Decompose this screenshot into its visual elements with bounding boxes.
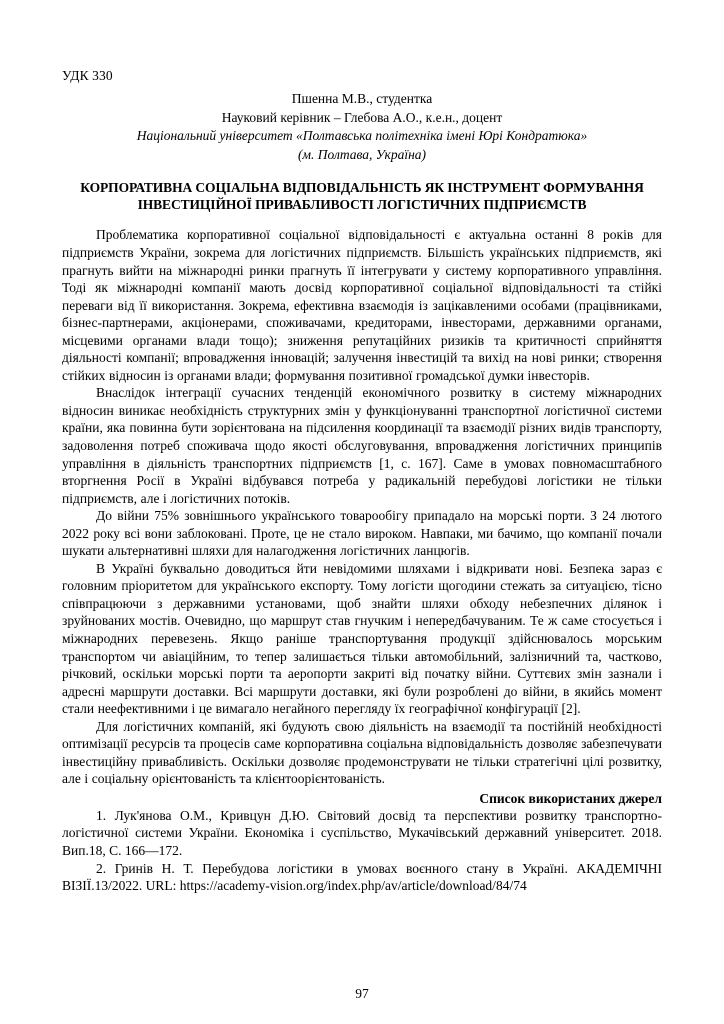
author-block bbox=[62, 90, 662, 165]
paragraph-4: В Україні буквально доводиться йти невідомими шляхами і відкривати нові. Безпека зараз є головним пріоритетом для українського експорту. Тому логісти щогодини стежать за ситуацією, тісно співпрацюючи з державними установами, щоб знайти шляхи обходу небезпечних ділянок і зруйнованих мостів. Очевидно, що маршрут став гнучким і непередбачуваним. Те ж саме стосується і міжнародних перевезень. Якщо раніше транспортування продукції здійснювалось морським транспортом чи авіаційним, то тепер залишається тільки автомобільний, залізничний та, частково, річковий, оскільки морські порти та аеропорти закриті від початку війни. Суттєвих змін зазнали і адресні маршрути доставки. Всі маршрути доставки, які були розроблені до війни, в якийсь момент стали неефективними і це вимагало негайного перегляду їх географічної конфігурації [2]. bbox=[62, 560, 662, 717]
institution-name: Національний університет «Полтавська політехніка імені Юрі Кондратюка» bbox=[136, 128, 588, 144]
paragraph-5: Для логістичних компаній, які будують свою діяльність на взаємодії та постійній необхідності оптимізації ресурсів та процесів саме корпоративна соціальна відповідальність дозволяє забезпечувати інвестиційну привабливість. Оскільки дозволяє продемонструвати не тільки стратегічні цілі розвитку, але і соціальну орієнтованість та клієнтоорієнтованість. bbox=[62, 718, 662, 787]
references-heading: Список використаних джерел bbox=[479, 790, 662, 806]
page-number: 97 bbox=[355, 986, 369, 1001]
page-title: КОРПОРАТИВНА СОЦІАЛЬНА ВІДПОВІДАЛЬНІСТЬ ЯК ІНСТРУМЕНТ ФОРМУВАННЯ ІНВЕСТИЦІЙНОЇ ПРИВАБЛИВОСТІ ЛОГІСТИЧНИХ ПІДПРИЄМСТВ bbox=[80, 179, 644, 213]
reference-item-2: 2. Гринів Н. Т. Перебудова логістики в умовах воєнного стану в Україні. АКАДЕМІЧНІ ВІЗІЇ.13/2022. URL: https://academy-vision.org/index.php/av/article/download/84/74 bbox=[62, 860, 662, 894]
reference-item-1: 1. Лук'янова О.М., Кривцун Д.Ю. Світовий досвід та перспективи розвитку транспортно-логістичної системи України. Економіка і суспільство, Мукачівський державний університет. 2018. Вип.18, С. 166—172. bbox=[62, 807, 662, 858]
supervisor-name: Науковий керівник – Глебова А.О., к.е.н., доцент bbox=[221, 109, 503, 125]
paragraph-2: Внаслідок інтеграції сучасних тенденцій економічного розвитку в систему міжнародних відносин виникає необхідність структурних змін у функціонуванні транспортної логістичної системи країни, яка повинна бути зорієнтована на підсилення координації та взаємодії різних видів транспорту, задоволення потреб споживача щодо якості обслуговування, впровадження логістичних принципів управління в діяльність транспортних підприємств [1, с. 167]. Саме в умовах повномасштабного вторгнення Росії в Україні відбувався потреба у радикальній перебудові логістики не тільки підприємств, але і логістичних потоків. bbox=[62, 385, 662, 506]
paragraph-1: Проблематика корпоративної соціальної відповідальності є актуальна останні 8 років для підприємств України, зокрема для логістичних підприємств. Більшість українських підприємств, які прагнуть вийти на міжнародні ринки прагнуть її інтегрувати у систему корпоративного управління. Тоді як міжнародні компанії мають досвід корпоративної соціальної відповідальності та стійкі переваги від її використання. Зокрема, ефективна взаємодія із зацікавленими особами (працівниками, бізнес-партнерами, акціонерами, споживачами, кредиторами, інвесторами, державними органами, місцевими органами влади тощо); зниження репутаційних ризиків та критичності сприйняття діяльності компанії; впровадження інновацій; залучення інвестицій та вихід на нові ринки; створення стійких відносин із органами влади; формування позитивної громадської думки інвесторів. bbox=[62, 227, 662, 383]
author-name: Пшенна М.В., студентка bbox=[291, 91, 433, 106]
city-country: (м. Полтава, Україна) bbox=[297, 146, 427, 162]
paragraph-3: До війни 75% зовнішнього українського товарообігу припадало на морські порти. З 24 лютого 2022 року всі вони заблоковані. Проте, це не стало вироком. Навпаки, ми бачимо, що компанії почали шукати альтернативні шляхи для налагодження логістичних ланцюгів. bbox=[62, 508, 662, 559]
udk-code: УДК 330 bbox=[62, 68, 113, 83]
